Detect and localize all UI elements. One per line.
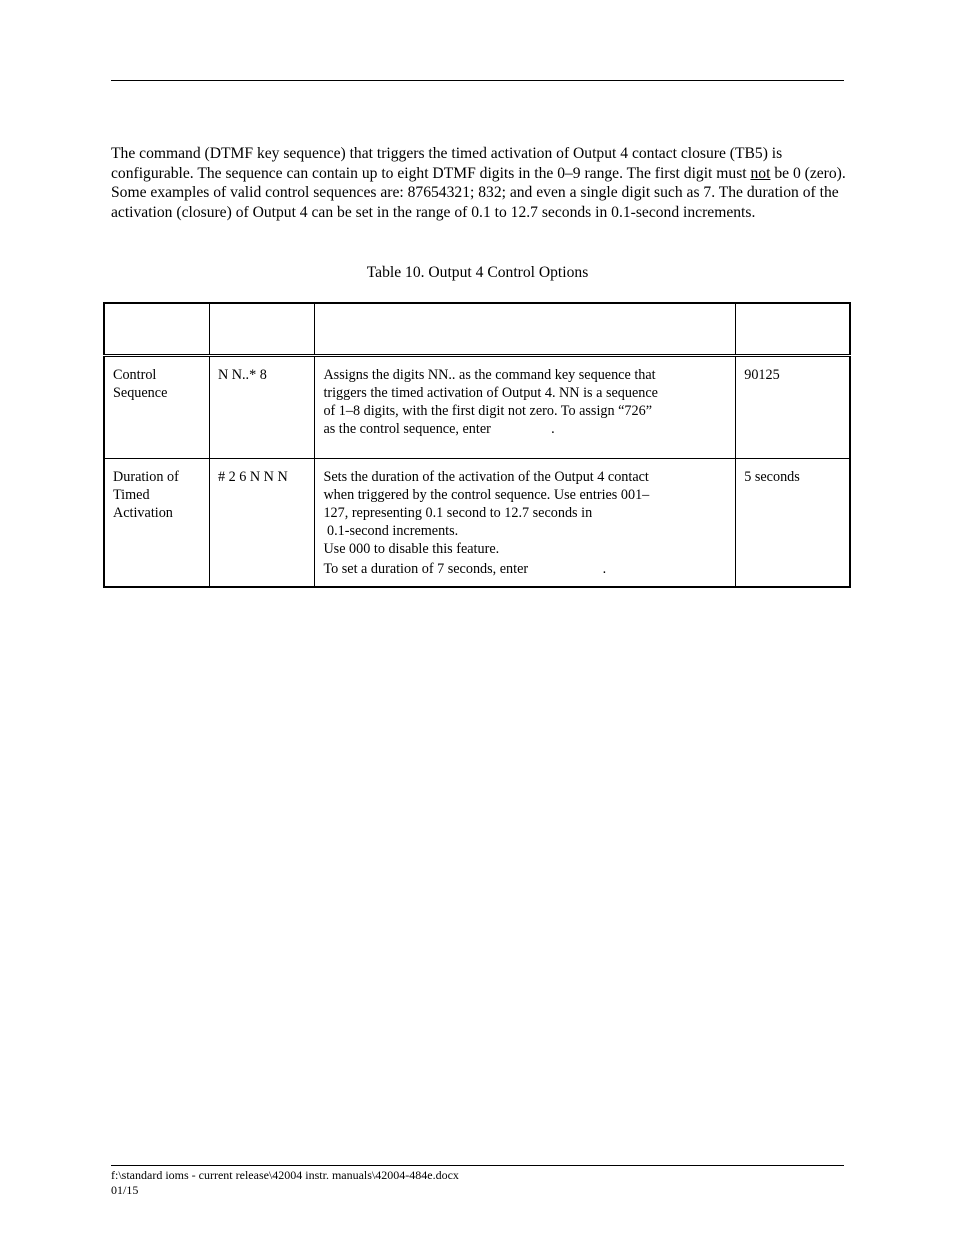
- description-line: 0.1-second increments.: [323, 523, 459, 539]
- description-line: of 1–8 digits, with the first digit not zero. To assign “726”: [323, 403, 653, 419]
- table-header-row: [104, 303, 850, 356]
- table-row-control-sequence: [104, 356, 850, 459]
- header-cell-3: [315, 303, 736, 356]
- option-name-cell: [104, 356, 209, 459]
- command-cell: # 2 6 N N N: [209, 459, 314, 588]
- page-footer: [111, 1168, 459, 1198]
- paragraph-underlined-word: not: [750, 164, 771, 182]
- option-name-cell: [104, 459, 209, 588]
- description-line: To set a duration of 7 seconds, enter .: [323, 561, 607, 577]
- output-4-control-options-table: [103, 302, 851, 588]
- footer-rule: [111, 1165, 844, 1166]
- footer-file-path: f:\standard ioms - current release\42004 instr. manuals\42004-484e.docx: [111, 1168, 459, 1182]
- description-line: as the control sequence, enter .: [323, 421, 555, 437]
- description-line: when triggered by the control sequence. Use entries 001–: [323, 487, 650, 503]
- command-cell: N N..* 8: [209, 356, 314, 459]
- description-line: Sets the duration of the activation of the Output 4 contact: [323, 469, 649, 485]
- description-line: 127, representing 0.1 second to 12.7 seconds in: [323, 505, 593, 521]
- paragraph-text-end: be 0 (zero). Some examples of valid control sequences are: 87654321; 832; and even a single digit such as 7. The duration of the activation (closure) of Output 4 can be set in the range of 0.1 to 12.7 seconds in 0.1-second increments.: [111, 164, 846, 221]
- default-cell: 90125: [736, 356, 850, 459]
- header-cell-1: [104, 303, 209, 356]
- header-rule: [111, 80, 844, 81]
- description-cell: [315, 356, 736, 459]
- description-line: Assigns the digits NN.. as the command key sequence that: [323, 367, 656, 383]
- table-row-duration: [104, 459, 850, 588]
- option-name-line: Duration of: [113, 469, 179, 485]
- table-caption: Table 10. Output 4 Control Options: [366, 264, 589, 281]
- option-name-line: Timed: [113, 487, 150, 503]
- paragraph-text-start: The command (DTMF key sequence) that triggers the timed activation of Output 4 contact closure (TB5) is configurable. The sequence can contain up to eight DTMF digits in the 0–9 range. The first digit must: [111, 145, 783, 182]
- intro-paragraph: [111, 144, 846, 222]
- description-line: Use 000 to disable this feature.: [323, 541, 500, 557]
- description-line: triggers the timed activation of Output 4. NN is a sequence: [323, 385, 658, 401]
- default-cell: 5 seconds: [736, 459, 850, 588]
- option-name-line: Control: [113, 367, 157, 383]
- footer-date: 01/15: [111, 1183, 139, 1197]
- description-cell: [315, 459, 736, 588]
- header-cell-2: [209, 303, 314, 356]
- option-name-line: Activation: [113, 505, 173, 521]
- option-name-line: Sequence: [113, 385, 168, 401]
- header-cell-4: [736, 303, 850, 356]
